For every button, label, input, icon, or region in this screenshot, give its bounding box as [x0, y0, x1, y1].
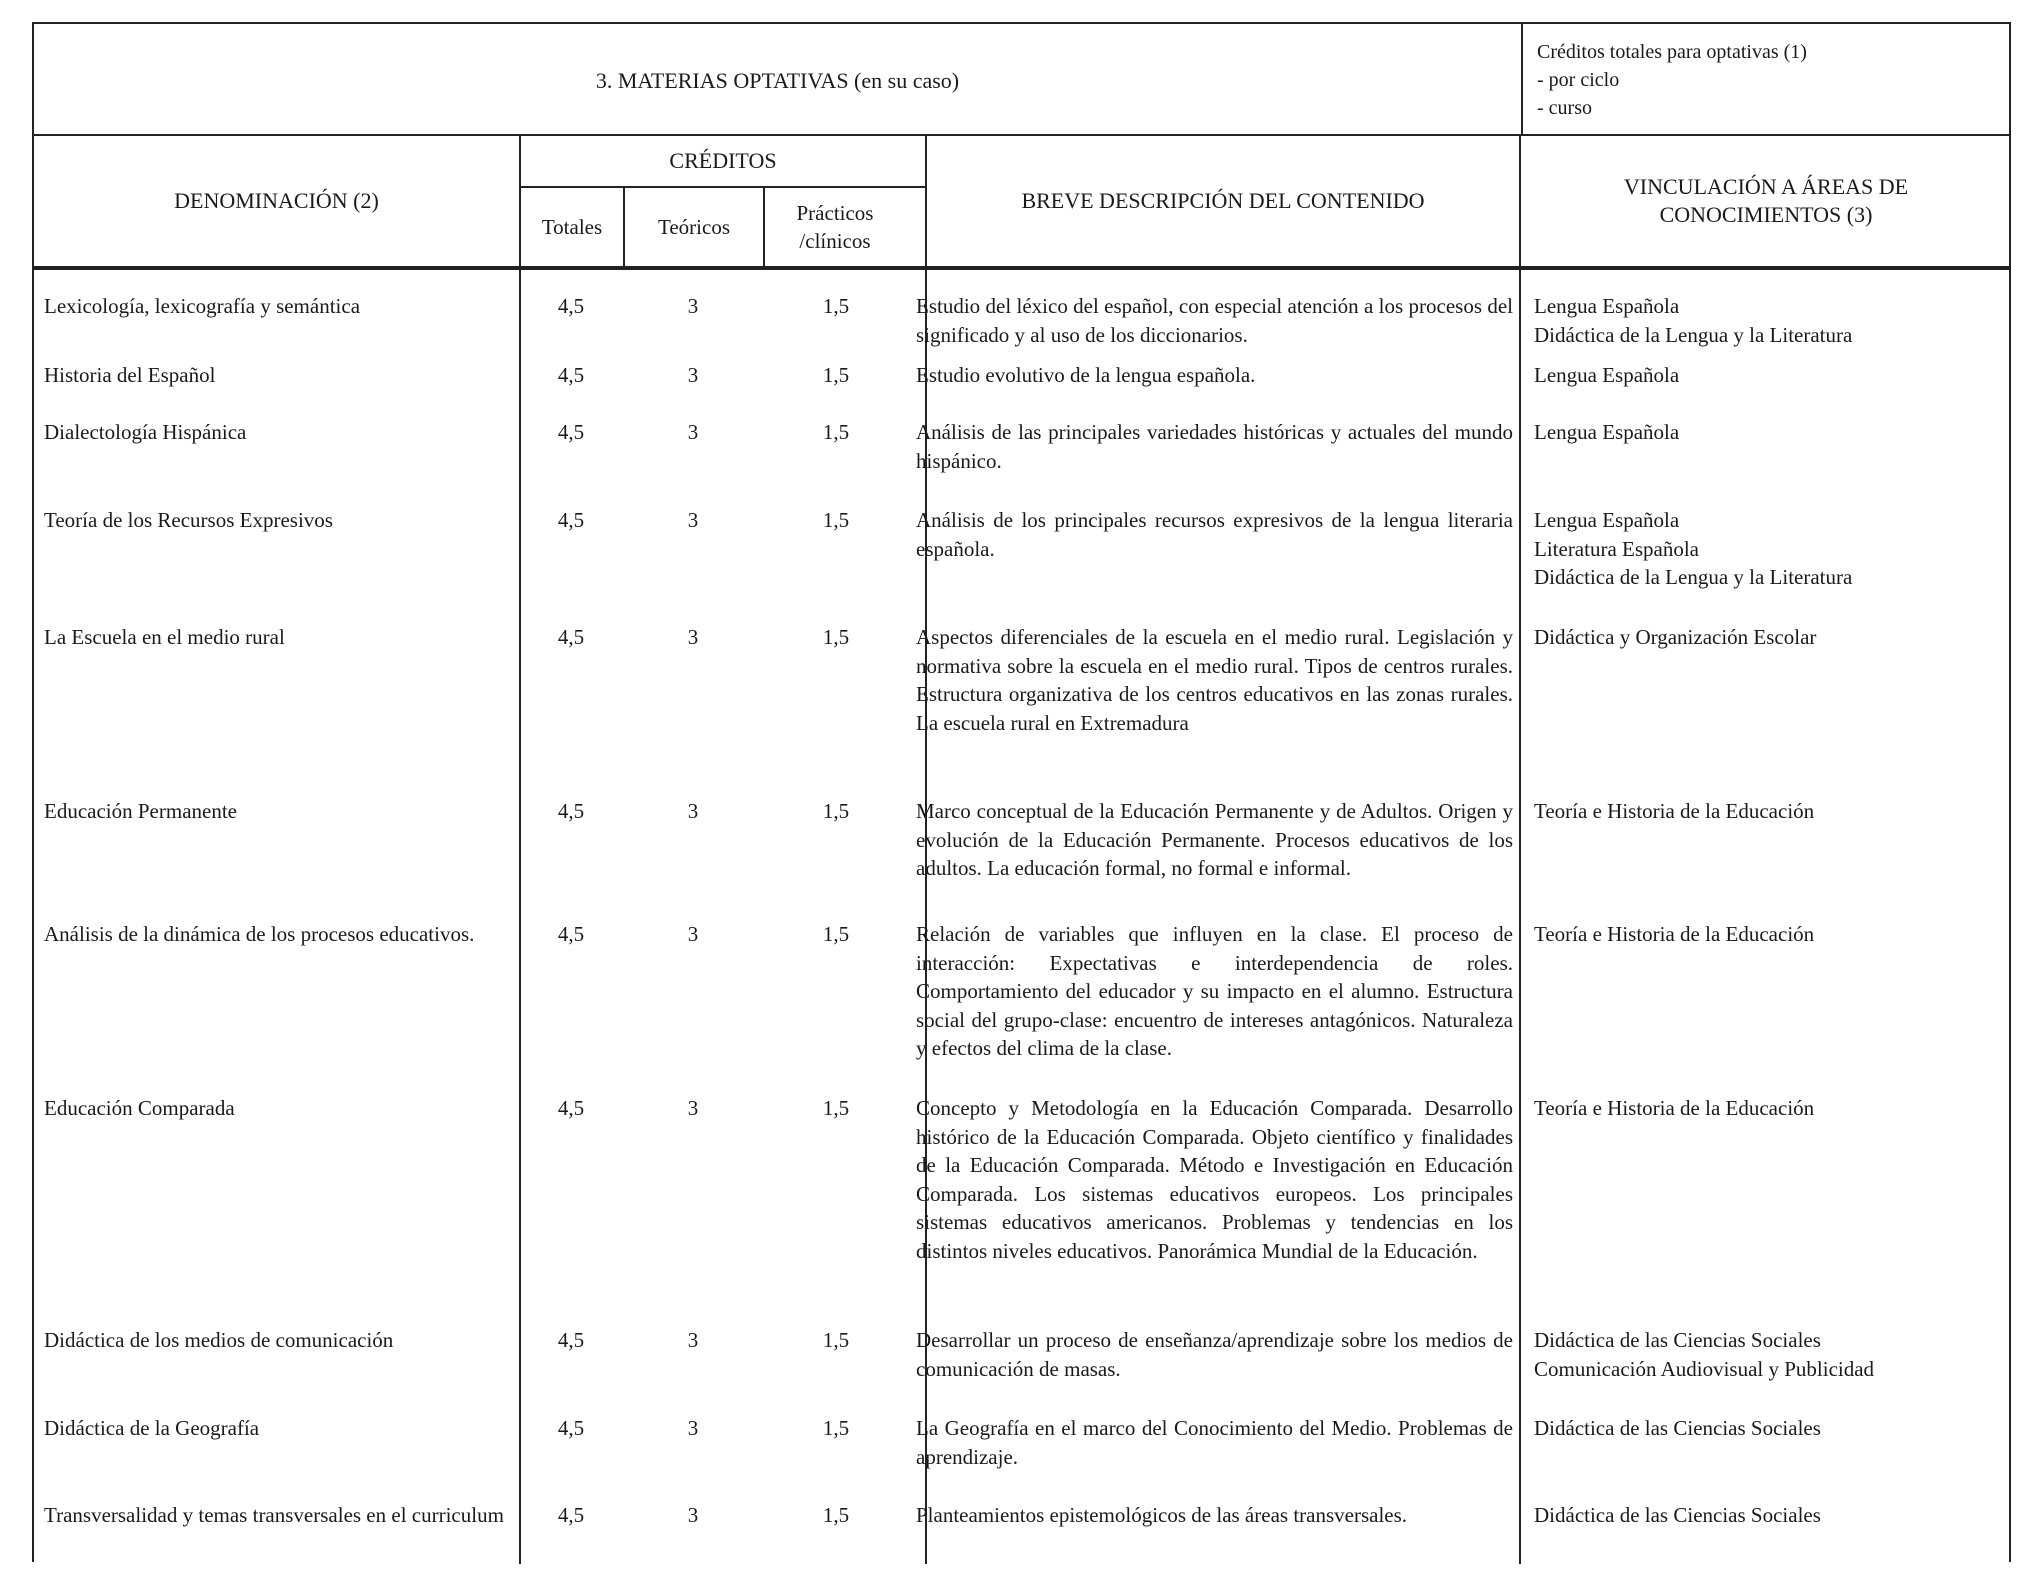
area-item: Teoría e Historia de la Educación: [1534, 922, 1815, 946]
credit-summary-box: [1521, 24, 2011, 134]
knowledge-areas: [1534, 418, 2004, 447]
credit-summary-line: - por ciclo: [1537, 69, 1620, 91]
subject-description: Marco conceptual de la Educación Permanente y de Adultos. Origen y evolución de la Educación Permanente. Procesos educativos de los adultos. La educación formal, no formal e informal.: [916, 799, 1513, 880]
credits-practice: 1,5: [822, 799, 850, 823]
header-creditos: CRÉDITOS: [521, 136, 925, 188]
area-item: Didáctica de las Ciencias Sociales: [1534, 1503, 1821, 1527]
area-item: Didáctica de las Ciencias Sociales: [1534, 1416, 1821, 1440]
credits-total: 4,5: [557, 1416, 585, 1440]
credits-theory: 3: [687, 1416, 699, 1440]
area-item: Lengua Española: [1534, 363, 1680, 387]
credits-practice: 1,5: [822, 625, 850, 649]
credits-practice: 1,5: [822, 1416, 850, 1440]
section-title-row: [34, 24, 2009, 136]
subject-description: Desarrollar un proceso de enseñanza/aprendizaje sobre los medios de comunicación de masas.: [916, 1328, 1513, 1381]
credits-theory: 3: [687, 363, 699, 387]
subject-description: La Geografía en el marco del Conocimiento del Medio. Problemas de aprendizaje.: [916, 1416, 1513, 1469]
area-item: Comunicación Audiovisual y Publicidad: [1534, 1356, 1875, 1381]
table-header: [34, 136, 2009, 270]
credits-theory: 3: [687, 799, 699, 823]
header-teoricos: Teóricos: [657, 215, 730, 239]
knowledge-areas: [1534, 361, 2004, 390]
area-item: Didáctica de la Lengua y la Literatura: [1534, 322, 1853, 347]
section-title: 3. MATERIAS OPTATIVAS (en su caso): [595, 68, 960, 93]
subject-description: Aspectos diferenciales de la escuela en el medio rural. Legislación y normativa sobre la escuela en el medio rural. Tipos de centros rurales. Estructura organizativa de los centros educativos en las zonas rurales. La escuela rural en Extremadura: [916, 625, 1513, 735]
knowledge-areas: [1534, 797, 2004, 826]
knowledge-areas: [1534, 292, 2004, 349]
credit-summary-line: Créditos totales para optativas (1): [1537, 41, 1807, 63]
area-item: Teoría e Historia de la Educación: [1534, 1096, 1815, 1120]
subject-description: Estudio evolutivo de la lengua española.: [916, 363, 1256, 387]
credits-total: 4,5: [557, 363, 585, 387]
credits-theory: 3: [687, 508, 699, 532]
subject-description: Análisis de los principales recursos expresivos de la lengua literaria española.: [916, 508, 1513, 561]
credits-theory: 3: [687, 1503, 699, 1527]
credits-practice: 1,5: [822, 922, 850, 946]
credits-practice: 1,5: [822, 1328, 850, 1352]
subject-description: Concepto y Metodología en la Educación Comparada. Desarrollo histórico de la Educación Comparada. Objeto científico y finalidades de la Educación Comparada. Método e Investigación en Educación Comparada. Los sistemas educativos europeos. Los principales sistemas educativos americanos. Problemas y tendencias en los distintos niveles educativos. Panorámica Mundial de la Educación.: [916, 1096, 1513, 1263]
subject-name: Educación Comparada: [44, 1096, 235, 1120]
credits-practice: 1,5: [822, 420, 850, 444]
credits-practice: 1,5: [822, 363, 850, 387]
knowledge-areas: [1534, 1326, 2004, 1383]
subject-description: Estudio del léxico del español, con especial atención a los procesos del significado y al uso de los diccionarios.: [916, 294, 1513, 347]
subject-description: Relación de variables que influyen en la clase. El proceso de interacción: Expectativas e interdependencia de roles. Comportamiento del educador y su impacto en el alumno. Estructura social del grupo-clase: encuentro de intereses antagónicos. Naturaleza y efectos del clima de la clase.: [916, 922, 1513, 1060]
area-item: Lengua Española: [1534, 420, 1680, 444]
area-item: Lengua Española: [1534, 508, 1680, 532]
credits-theory: 3: [687, 922, 699, 946]
subject-name: La Escuela en el medio rural: [44, 625, 285, 649]
header-totales: Totales: [541, 215, 603, 239]
credits-theory: 3: [687, 1328, 699, 1352]
header-denominacion: DENOMINACIÓN (2): [174, 188, 379, 213]
credits-theory: 3: [687, 1096, 699, 1120]
subject-name: Teoría de los Recursos Expresivos: [44, 508, 333, 532]
subject-name: Didáctica de la Geografía: [44, 1416, 260, 1440]
credits-total: 4,5: [557, 1328, 585, 1352]
credits-total: 4,5: [557, 1096, 585, 1120]
subject-name: Dialectología Hispánica: [44, 420, 247, 444]
credits-theory: 3: [687, 294, 699, 318]
subject-name: Educación Permanente: [44, 799, 237, 823]
subject-name: Análisis de la dinámica de los procesos educativos.: [44, 922, 475, 946]
header-creditos-group: [521, 136, 925, 266]
knowledge-areas: [1534, 623, 2004, 652]
area-item: Lengua Española: [1534, 294, 1680, 318]
divider: [623, 188, 625, 266]
knowledge-areas: [1534, 1094, 2004, 1123]
knowledge-areas: [1534, 506, 2004, 592]
credits-total: 4,5: [557, 922, 585, 946]
subject-name: Historia del Español: [44, 363, 216, 387]
credits-practice: 1,5: [822, 1503, 850, 1527]
credits-theory: 3: [687, 420, 699, 444]
subject-name: Didáctica de los medios de comunicación: [44, 1328, 394, 1352]
subject-description: Planteamientos epistemológicos de las áreas transversales.: [916, 1503, 1408, 1527]
subject-description: Análisis de las principales variedades históricas y actuales del mundo hispánico.: [916, 420, 1513, 473]
optativas-table: [32, 22, 2011, 1562]
subject-name: Transversalidad y temas transversales en el curriculum: [44, 1503, 504, 1527]
credits-total: 4,5: [557, 625, 585, 649]
knowledge-areas: [1534, 920, 2004, 949]
credits-total: 4,5: [557, 420, 585, 444]
knowledge-areas: [1534, 1501, 2004, 1530]
area-item: Didáctica de las Ciencias Sociales: [1534, 1328, 1821, 1352]
credits-theory: 3: [687, 625, 699, 649]
area-item: Didáctica y Organización Escolar: [1534, 625, 1817, 649]
credits-total: 4,5: [557, 508, 585, 532]
credit-summary-line: - curso: [1537, 97, 1592, 119]
credits-total: 4,5: [557, 1503, 585, 1527]
header-vinculacion: VINCULACIÓN A ÁREAS DE CONOCIMIENTOS (3): [1623, 174, 1909, 227]
credits-practice: 1,5: [822, 294, 850, 318]
subject-name: Lexicología, lexicografía y semántica: [44, 294, 361, 318]
credits-total: 4,5: [557, 799, 585, 823]
area-item: Didáctica de la Lengua y la Literatura: [1534, 565, 1853, 589]
header-practicos: Prácticos /clínicos: [796, 201, 874, 253]
area-item: Teoría e Historia de la Educación: [1534, 799, 1815, 823]
area-item: Literatura Española: [1534, 536, 1700, 561]
knowledge-areas: [1534, 1414, 2004, 1443]
credits-total: 4,5: [557, 294, 585, 318]
credits-practice: 1,5: [822, 508, 850, 532]
credits-practice: 1,5: [822, 1096, 850, 1120]
divider: [763, 188, 765, 266]
header-descripcion: BREVE DESCRIPCIÓN DEL CONTENIDO: [1021, 188, 1425, 213]
divider: [1519, 136, 1521, 1564]
